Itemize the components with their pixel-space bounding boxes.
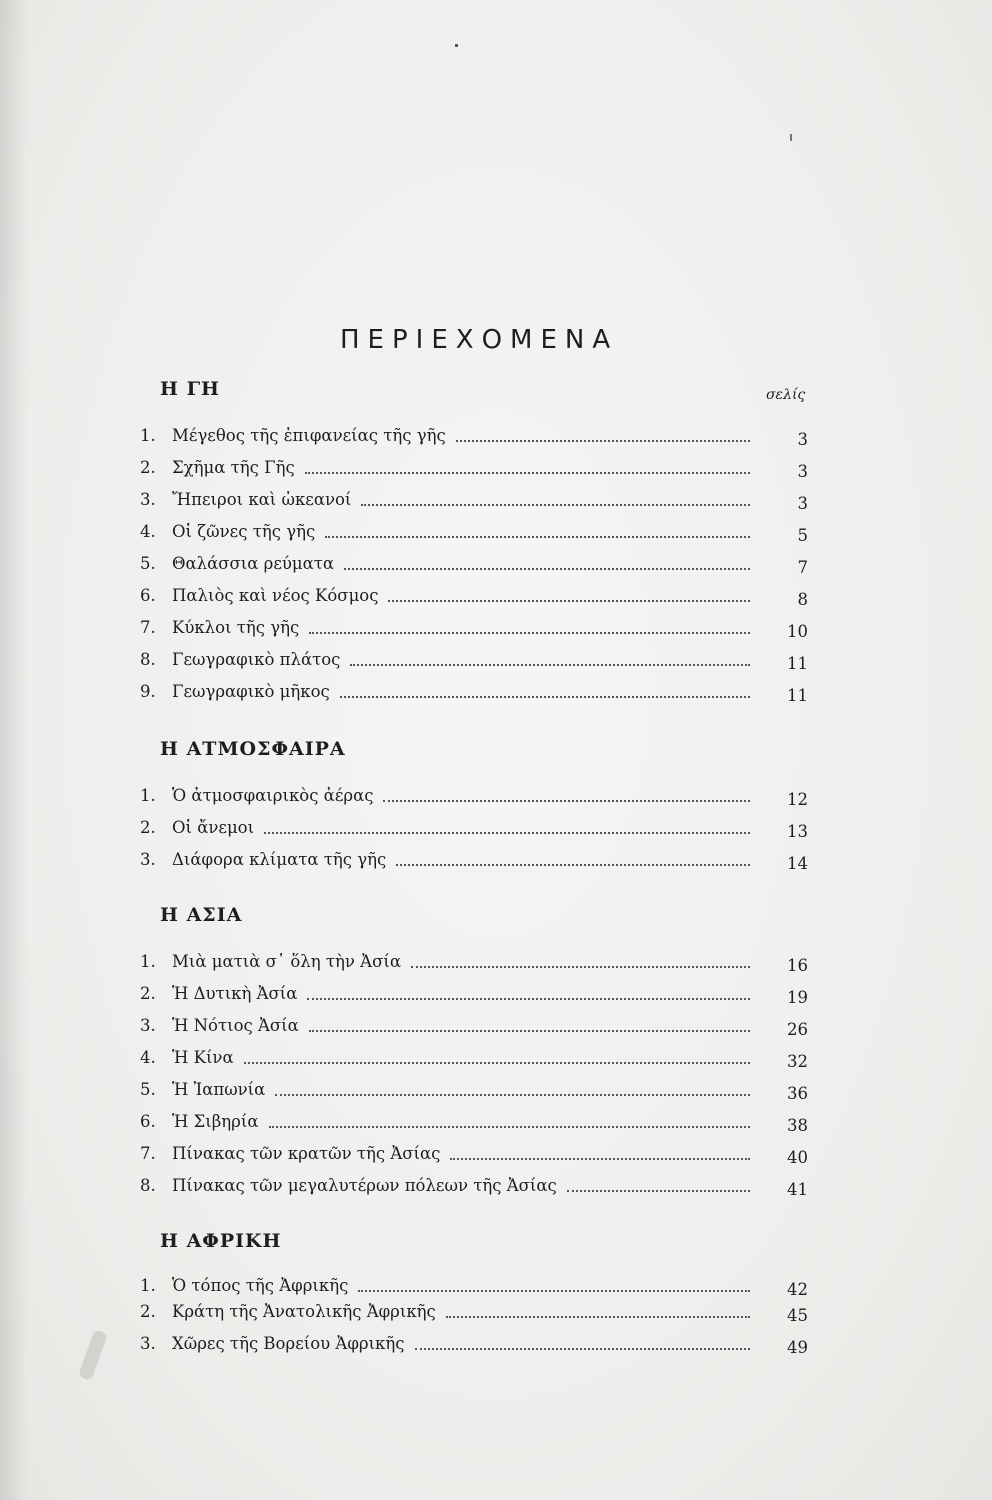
entry-title: Πίνακας τῶν μεγαλυτέρων πόλεων τῆς Ἀσίας	[172, 1176, 557, 1195]
entry-number: 8.	[140, 650, 156, 669]
dot-leader	[307, 998, 750, 1000]
entry-title: Ὁ ἀτμοσφαιρικὸς ἀέρας	[172, 786, 374, 805]
toc-entry[interactable]	[140, 1048, 808, 1072]
toc-entry[interactable]	[140, 682, 808, 706]
entry-title: Γεωγραφικὸ μῆκος	[172, 682, 330, 701]
toc-entry[interactable]	[140, 1176, 808, 1200]
entry-number: 3.	[140, 1016, 156, 1035]
section-heading: Η ΑΤΜΟΣΦΑΙΡΑ	[160, 738, 346, 760]
dot-leader	[361, 504, 750, 506]
entry-number: 7.	[140, 1144, 156, 1163]
entry-number: 5.	[140, 1080, 156, 1099]
dot-leader	[411, 966, 750, 968]
entry-title: Πίνακας τῶν κρατῶν τῆς Ἀσίας	[172, 1144, 441, 1163]
entry-title: Μέγεθος τῆς ἐπιφανείας τῆς γῆς	[172, 426, 446, 445]
toc-entry[interactable]	[140, 850, 808, 874]
toc-entry[interactable]	[140, 522, 808, 546]
dot-leader	[275, 1094, 750, 1096]
entry-page: 8	[797, 590, 808, 609]
entry-page: 13	[787, 822, 808, 841]
entry-title: Ὁ τόπος τῆς Ἀφρικῆς	[172, 1276, 349, 1295]
entry-title: Μιὰ ματιὰ σ᾽ ὅλη τὴν Ἀσία	[172, 952, 401, 971]
entry-page: 5	[797, 526, 808, 545]
entry-page: 11	[787, 654, 808, 673]
toc-entry[interactable]	[140, 818, 808, 842]
dot-leader	[450, 1158, 750, 1160]
dot-leader	[415, 1348, 750, 1350]
entry-number: 4.	[140, 522, 156, 541]
scan-speck	[790, 134, 792, 141]
entry-number: 2.	[140, 818, 156, 837]
entry-page: 11	[787, 686, 808, 705]
entry-page: 36	[787, 1084, 808, 1103]
toc-entry[interactable]	[140, 586, 808, 610]
entry-number: 8.	[140, 1176, 156, 1195]
entry-number: 1.	[140, 786, 156, 805]
entry-title: Θαλάσσια ρεύματα	[172, 554, 335, 573]
dot-leader	[344, 568, 750, 570]
entry-page: 40	[787, 1148, 808, 1167]
toc-entry[interactable]	[140, 952, 808, 976]
entry-page: 12	[787, 790, 808, 809]
scan-speck	[455, 44, 458, 47]
entry-number: 3.	[140, 1334, 156, 1353]
entry-title: Ἤπειροι καὶ ὠκεανοί	[172, 490, 352, 509]
toc-entry[interactable]	[140, 1112, 808, 1136]
entry-page: 16	[787, 956, 808, 975]
dot-leader	[456, 440, 750, 442]
toc-entry[interactable]	[140, 618, 808, 642]
page-edge-shadow	[0, 0, 28, 1500]
entry-number: 4.	[140, 1048, 156, 1067]
entry-page: 42	[787, 1280, 808, 1299]
entry-title: Ἡ Σιβηρία	[172, 1112, 259, 1131]
scan-smudge	[78, 1329, 108, 1381]
entry-page: 3	[797, 494, 808, 513]
pages-column-label: σελίς	[766, 387, 806, 403]
entry-page: 26	[787, 1020, 808, 1039]
entry-title: Οἱ ἄνεμοι	[172, 818, 255, 837]
dot-leader	[388, 600, 750, 602]
toc-entry[interactable]	[140, 1334, 808, 1358]
entry-number: 1.	[140, 426, 156, 445]
dot-leader	[309, 1030, 750, 1032]
entry-number: 6.	[140, 586, 156, 605]
entry-number: 1.	[140, 952, 156, 971]
toc-entry[interactable]	[140, 650, 808, 674]
toc-entry[interactable]	[140, 1080, 808, 1104]
entry-title: Ἡ Νότιος Ἀσία	[172, 1016, 299, 1035]
dot-leader	[383, 800, 750, 802]
dot-leader	[325, 536, 750, 538]
entry-title: Οἱ ζῶνες τῆς γῆς	[172, 522, 316, 541]
entry-title: Χῶρες τῆς Βορείου Ἀφρικῆς	[172, 1334, 405, 1353]
entry-number: 6.	[140, 1112, 156, 1131]
toc-entry[interactable]	[140, 1302, 808, 1326]
entry-page: 19	[787, 988, 808, 1007]
dot-leader	[396, 864, 750, 866]
toc-entry[interactable]	[140, 1016, 808, 1040]
entry-page: 38	[787, 1116, 808, 1135]
dot-leader	[264, 832, 750, 834]
entry-title: Γεωγραφικὸ πλάτος	[172, 650, 341, 669]
entry-number: 3.	[140, 490, 156, 509]
toc-entry[interactable]	[140, 426, 808, 450]
entry-title: Κράτη τῆς Ἀνατολικῆς Ἀφρικῆς	[172, 1302, 436, 1321]
dot-leader	[244, 1062, 750, 1064]
entry-title: Παλιὸς καὶ νέος Κόσμος	[172, 586, 379, 605]
entry-title: Κύκλοι τῆς γῆς	[172, 618, 300, 637]
entry-page: 32	[787, 1052, 808, 1071]
toc-entry[interactable]	[140, 786, 808, 810]
entry-page: 10	[787, 622, 808, 641]
entry-page: 3	[797, 462, 808, 481]
dot-leader	[305, 472, 750, 474]
entry-page: 41	[787, 1180, 808, 1199]
toc-entry[interactable]	[140, 984, 808, 1008]
entry-page: 14	[787, 854, 808, 873]
dot-leader	[358, 1290, 750, 1292]
dot-leader	[350, 664, 750, 666]
dot-leader	[269, 1126, 750, 1128]
section-heading: Η ΑΦΡΙΚΗ	[160, 1230, 282, 1252]
entry-number: 2.	[140, 1302, 156, 1321]
toc-entry[interactable]	[140, 554, 808, 578]
entry-page: 49	[787, 1338, 808, 1357]
page-title: ΠΕΡΙΕΧΟΜΕΝΑ	[340, 325, 619, 355]
entry-number: 2.	[140, 984, 156, 1003]
entry-title: Ἡ Δυτικὴ Ἀσία	[172, 984, 298, 1003]
toc-entry[interactable]	[140, 490, 808, 514]
toc-entry[interactable]	[140, 458, 808, 482]
toc-entry[interactable]	[140, 1144, 808, 1168]
entry-number: 1.	[140, 1276, 156, 1295]
entry-number: 2.	[140, 458, 156, 477]
entry-title: Ἡ Ἰαπωνία	[172, 1080, 266, 1099]
section-heading: Η ΑΣΙΑ	[160, 904, 243, 926]
dot-leader	[309, 632, 750, 634]
entry-number: 7.	[140, 618, 156, 637]
entry-page: 3	[797, 430, 808, 449]
entry-title: Ἡ Κίνα	[172, 1048, 234, 1067]
entry-number: 9.	[140, 682, 156, 701]
entry-number: 5.	[140, 554, 156, 573]
dot-leader	[567, 1190, 750, 1192]
entry-number: 3.	[140, 850, 156, 869]
dot-leader	[446, 1316, 750, 1318]
section-heading: Η ΓΗ	[160, 378, 221, 400]
entry-page: 45	[787, 1306, 808, 1325]
dot-leader	[340, 696, 750, 698]
toc-entry[interactable]	[140, 1276, 808, 1300]
entry-title: Διάφορα κλίματα τῆς γῆς	[172, 850, 387, 869]
entry-page: 7	[797, 558, 808, 577]
entry-title: Σχῆμα τῆς Γῆς	[172, 458, 295, 477]
